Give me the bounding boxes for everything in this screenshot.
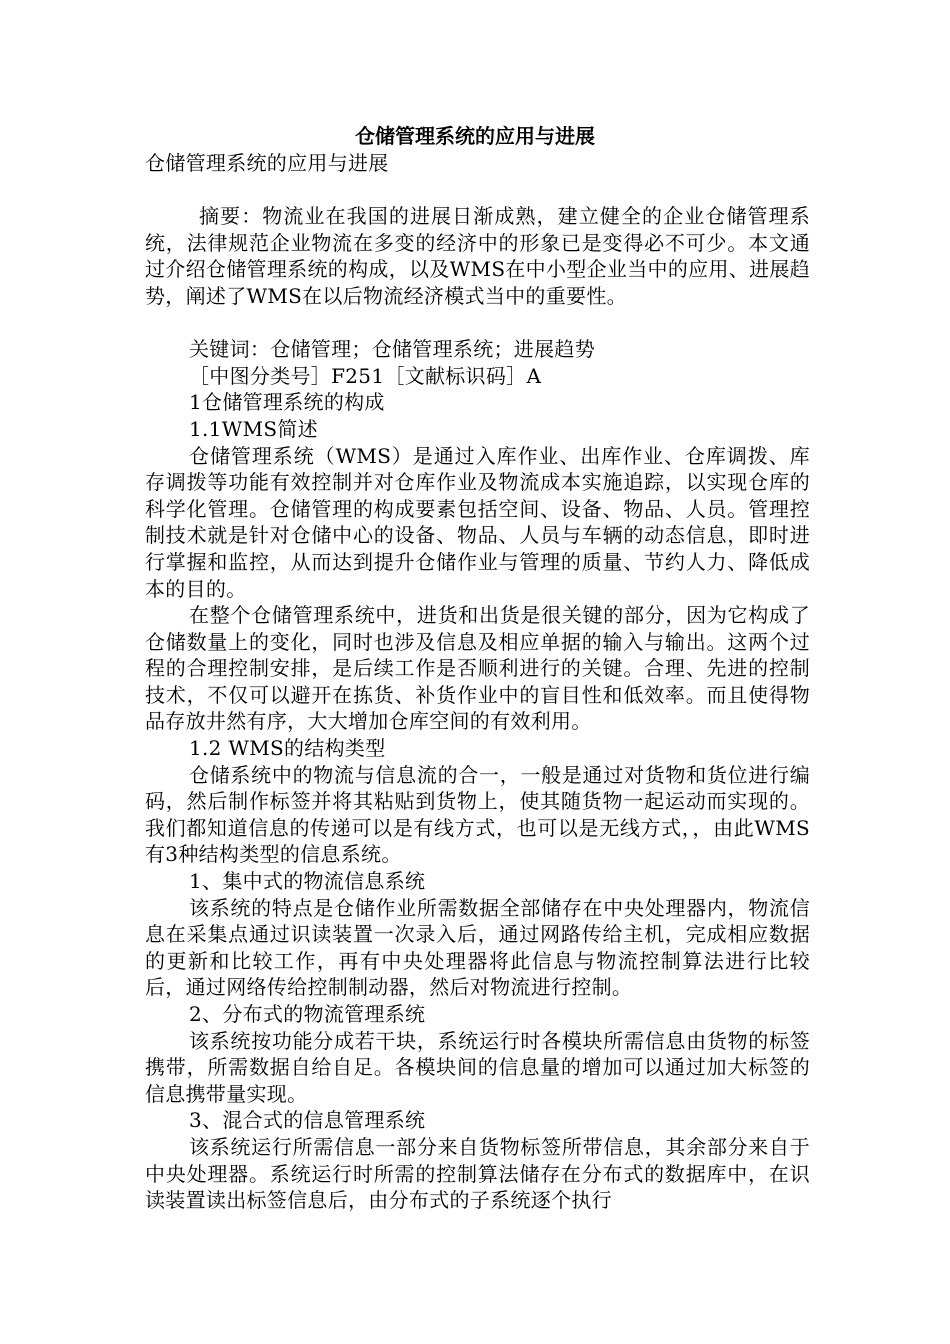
section-1-heading: 1仓储管理系统的构成 [189, 390, 385, 415]
document-title: 仓储管理系统的应用与进展 [355, 124, 595, 148]
classification-line: ［中图分类号］F251［文献标识码］A [189, 363, 542, 388]
document-body [145, 150, 810, 1214]
paragraph-centralized: 该系统的特点是仓储作业所需数据全部储存在中央处理器内，物流信息在采集点通过识读装置一次录入后，通过网路传给主机，完成相应数据的更新和比较工作，再有中央处理器将此信息与物流控制算法进行比较后，通过网络传给控制制动器，然后对物流进行控制。 [145, 895, 810, 1000]
type-3-heading: 3、混合式的信息管理系统 [189, 1108, 426, 1133]
keywords-line: 关键词：仓储管理；仓储管理系统；进展趋势 [189, 337, 595, 362]
document-subtitle: 仓储管理系统的应用与进展 [145, 151, 389, 175]
abstract-paragraph: 摘要：物流业在我国的进展日渐成熟，建立健全的企业仓储管理系统，法律规范企业物流在多变的经济中的形象已是变得必不可少。本文通过介绍仓储管理系统的构成，以及WMS在中小型企业当中的应用、进展趋势，阐述了WMS在以后物流经济模式当中的重要性。 [145, 204, 810, 308]
paragraph-structure-types: 仓储系统中的物流与信息流的合一，一般是通过对货物和货位进行编码，然后制作标签并将其粘贴到货物上，使其随货物一起运动而实现的。我们都知道信息的传递可以是有线方式，也可以是无线方式，，由此WMS有3种结构类型的信息系统。 [145, 762, 810, 867]
paragraph-distributed: 该系统按功能分成若干块，系统运行时各模块所需信息由货物的标签携带，所需数据自给自足。各模块间的信息量的增加可以通过加大标签的信息携带量实现。 [145, 1028, 810, 1106]
section-1-1-heading: 1.1WMS简述 [189, 416, 318, 441]
paragraph-wms-overview: 仓储管理系统（WMS）是通过入库作业、出库作业、仓库调拨、库存调拨等功能有效控制并对仓库作业及物流成本实施追踪，以实现仓库的科学化管理。仓储管理的构成要素包括空间、设备、物品、人员。管理控制技术就是针对仓储中心的设备、物品、人员与车辆的动态信息，即时进行掌握和监控，从而达到提升仓储作业与管理的质量、节约人力、降低成本的目的。 [145, 443, 810, 601]
paragraph-inbound-outbound: 在整个仓储管理系统中，进货和出货是很关键的部分，因为它构成了仓储数量上的变化，同时也涉及信息及相应单据的输入与输出。这两个过程的合理控制安排，是后续工作是否顺利进行的关键。合理、先进的控制技术，不仅可以避开在拣货、补货作业中的盲目性和低效率。而且使得物品存放井然有序，大大增加仓库空间的有效利用。 [145, 603, 810, 734]
section-1-2-heading: 1.2 WMS的结构类型 [189, 736, 386, 761]
spacer [145, 177, 810, 204]
type-1-heading: 1、集中式的物流信息系统 [189, 869, 426, 894]
type-2-heading: 2、分布式的物流管理系统 [189, 1002, 426, 1026]
paragraph-hybrid: 该系统运行所需信息一部分来自货物标签所带信息，其余部分来自于中央处理器。系统运行时所需的控制算法储存在分布式的数据库中，在识读装置读出标签信息后，由分布式的子系统逐个执行 [145, 1134, 810, 1213]
spacer [145, 310, 810, 337]
